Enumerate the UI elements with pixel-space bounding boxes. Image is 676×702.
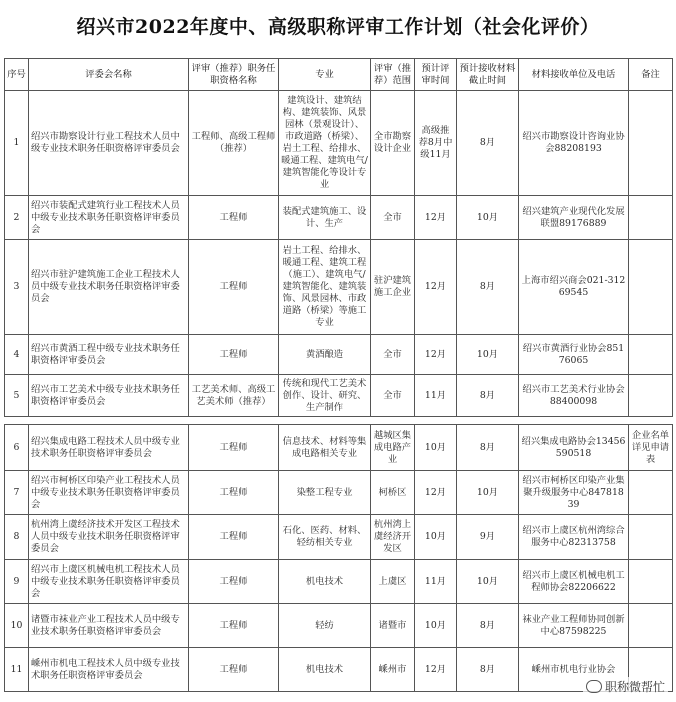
- cell-unit: 绍兴建筑产业现代化发展联盟89176889: [519, 196, 629, 240]
- header-seq: 序号: [5, 59, 29, 91]
- cell-review-time: 12月: [415, 648, 457, 692]
- cell-seq: 10: [5, 604, 29, 648]
- cell-review-time: 高级推荐8月中级11月: [415, 91, 457, 196]
- cell-deadline: 8月: [457, 425, 519, 471]
- cell-unit: 嵊州市机电行业协会: [519, 648, 629, 692]
- cell-seq: 5: [5, 375, 29, 417]
- cell-note: [629, 375, 673, 417]
- cell-unit: 绍兴市上虞区机械电机工程师协会82206622: [519, 560, 629, 604]
- cell-committee: 绍兴市黄酒工程中级专业技术职务任职资格评审委员会: [29, 335, 189, 375]
- cell-review-time: 10月: [415, 425, 457, 471]
- cell-unit: 绍兴集成电路协会13456590518: [519, 425, 629, 471]
- cell-titles: 工艺美术师、高级工艺美术师（推荐）: [189, 375, 279, 417]
- cell-seq: 11: [5, 648, 29, 692]
- cell-specialty: 染整工程专业: [279, 471, 371, 515]
- cell-specialty: 装配式建筑施工、设计、生产: [279, 196, 371, 240]
- cell-titles: 工程师: [189, 425, 279, 471]
- cell-scope: 驻沪建筑施工企业: [371, 240, 415, 335]
- document-title: 绍兴市2022年度中、高级职称评审工作计划（社会化评价）: [76, 16, 600, 38]
- cell-scope: 全市: [371, 375, 415, 417]
- table-row: [5, 648, 673, 692]
- cell-unit: 绍兴市勘察设计咨询业协会88208193: [519, 91, 629, 196]
- table-row: [5, 471, 673, 515]
- cell-review-time: 12月: [415, 240, 457, 335]
- header-review-time: 预计评审时间: [415, 59, 457, 91]
- cell-deadline: 8月: [457, 375, 519, 417]
- cell-note: 企业名单详见申请表: [629, 425, 673, 471]
- cell-committee: 诸暨市袜业产业工程技术人员中级专业技术职务任职资格评审委员会: [29, 604, 189, 648]
- cell-unit: 绍兴市黄酒行业协会85176065: [519, 335, 629, 375]
- cell-scope: 上虞区: [371, 560, 415, 604]
- cell-seq: 1: [5, 91, 29, 196]
- cell-review-time: 12月: [415, 471, 457, 515]
- cell-deadline: 9月: [457, 515, 519, 560]
- cell-titles: 工程师: [189, 604, 279, 648]
- cell-committee: 绍兴市装配式建筑行业工程技术人员中级专业技术职务任职资格评审委员会: [29, 196, 189, 240]
- cell-review-time: 11月: [415, 560, 457, 604]
- table-header-row: [5, 59, 673, 91]
- cell-specialty: 建筑设计、建筑结构、建筑装饰、风景园林（景观设计）、市政道路（桥梁）、岩土工程、给排水、暖通工程、建筑电气/建筑智能化等设计专业: [279, 91, 371, 196]
- cell-seq: 9: [5, 560, 29, 604]
- header-titles: 评审（推荐）职务任职资格名称: [189, 59, 279, 91]
- cell-deadline: 8月: [457, 91, 519, 196]
- cell-deadline: 8月: [457, 240, 519, 335]
- header-scope: 评审（推荐）范围: [371, 59, 415, 91]
- cell-scope: 全市勘察设计企业: [371, 91, 415, 196]
- header-specialty: 专业: [279, 59, 371, 91]
- cell-review-time: 12月: [415, 196, 457, 240]
- wechat-icon: [586, 680, 602, 693]
- cell-seq: 2: [5, 196, 29, 240]
- watermark-text: 职称微帮忙: [604, 680, 665, 694]
- table-row: [5, 425, 673, 471]
- cell-review-time: 10月: [415, 515, 457, 560]
- cell-review-time: 10月: [415, 604, 457, 648]
- cell-seq: 8: [5, 515, 29, 560]
- header-deadline: 预计接收材料截止时间: [457, 59, 519, 91]
- cell-unit: 上海市绍兴商会021-31269545: [519, 240, 629, 335]
- table-row: [5, 375, 673, 417]
- header-note: 备注: [629, 59, 673, 91]
- cell-titles: 工程师: [189, 648, 279, 692]
- cell-committee: 绍兴市勘察设计行业工程技术人员中级专业技术职务任职资格评审委员会: [29, 91, 189, 196]
- cell-committee: 绍兴市上虞区机械电机工程技术人员中级专业技术职务任职资格评审委员会: [29, 560, 189, 604]
- watermark: [583, 677, 668, 696]
- cell-scope: 嵊州市: [371, 648, 415, 692]
- cell-seq: 4: [5, 335, 29, 375]
- cell-scope: 诸暨市: [371, 604, 415, 648]
- cell-scope: 全市: [371, 196, 415, 240]
- cell-note: [629, 471, 673, 515]
- cell-committee: 绍兴集成电路工程技术人员中级专业技术职务任职资格评审委员会: [29, 425, 189, 471]
- cell-specialty: 岩土工程、给排水、暖通工程、建筑工程（施工）、建筑电气/建筑智能化、建筑装饰、风景园林、市政道路（桥梁）等施工专业: [279, 240, 371, 335]
- cell-titles: 工程师: [189, 471, 279, 515]
- table-row: [5, 604, 673, 648]
- header-unit: 材料接收单位及电话: [519, 59, 629, 91]
- cell-deadline: 10月: [457, 196, 519, 240]
- header-committee: 评委会名称: [29, 59, 189, 91]
- cell-specialty: 机电技术: [279, 648, 371, 692]
- cell-titles: 工程师: [189, 335, 279, 375]
- cell-seq: 7: [5, 471, 29, 515]
- cell-seq: 3: [5, 240, 29, 335]
- cell-note: [629, 240, 673, 335]
- cell-review-time: 12月: [415, 335, 457, 375]
- table-row: [5, 91, 673, 196]
- review-plan-table-part1: [4, 58, 673, 417]
- cell-note: [629, 91, 673, 196]
- cell-note: [629, 335, 673, 375]
- cell-specialty: 石化、医药、材料、轻纺相关专业: [279, 515, 371, 560]
- cell-note: [629, 604, 673, 648]
- cell-titles: 工程师: [189, 240, 279, 335]
- review-plan-table-part2: [4, 424, 673, 692]
- cell-unit: 绍兴市柯桥区印染产业集聚升级服务中心84781839: [519, 471, 629, 515]
- table-row: [5, 240, 673, 335]
- cell-note: [629, 560, 673, 604]
- cell-scope: 柯桥区: [371, 471, 415, 515]
- cell-review-time: 11月: [415, 375, 457, 417]
- cell-deadline: 8月: [457, 604, 519, 648]
- cell-committee: 绍兴市驻沪建筑施工企业工程技术人员中级专业技术职务任职资格评审委员会: [29, 240, 189, 335]
- table-row: [5, 196, 673, 240]
- cell-unit: 袜业产业工程师协同创新中心87598225: [519, 604, 629, 648]
- cell-committee: 嵊州市机电工程技术人员中级专业技术职务任职资格评审委员会: [29, 648, 189, 692]
- cell-titles: 工程师: [189, 515, 279, 560]
- cell-unit: 绍兴市上虞区杭州湾综合服务中心82313758: [519, 515, 629, 560]
- cell-scope: 越城区集成电路产业: [371, 425, 415, 471]
- cell-specialty: 信息技术、材料等集成电路相关专业: [279, 425, 371, 471]
- cell-unit: 绍兴市工艺美术行业协会88400098: [519, 375, 629, 417]
- cell-note: [629, 515, 673, 560]
- table-row: [5, 560, 673, 604]
- table-row: [5, 515, 673, 560]
- cell-scope: 杭州湾上虞经济开发区: [371, 515, 415, 560]
- cell-deadline: 10月: [457, 335, 519, 375]
- table-row: [5, 335, 673, 375]
- cell-scope: 全市: [371, 335, 415, 375]
- cell-titles: 工程师: [189, 560, 279, 604]
- cell-deadline: 10月: [457, 471, 519, 515]
- cell-committee: 绍兴市工艺美术中级专业技术职务任职资格评审委员会: [29, 375, 189, 417]
- cell-deadline: 10月: [457, 560, 519, 604]
- cell-titles: 工程师、高级工程师（推荐）: [189, 91, 279, 196]
- cell-note: [629, 196, 673, 240]
- cell-titles: 工程师: [189, 196, 279, 240]
- cell-committee: 杭州湾上虞经济技术开发区工程技术人员中级专业技术职务任职资格评审委员会: [29, 515, 189, 560]
- cell-deadline: 8月: [457, 648, 519, 692]
- cell-specialty: 传统和现代工艺美术创作、设计、研究、生产制作: [279, 375, 371, 417]
- cell-committee: 绍兴市柯桥区印染产业工程技术人员中级专业技术职务任职资格评审委员会: [29, 471, 189, 515]
- cell-specialty: 黄酒酿造: [279, 335, 371, 375]
- cell-specialty: 轻纺: [279, 604, 371, 648]
- cell-specialty: 机电技术: [279, 560, 371, 604]
- cell-seq: 6: [5, 425, 29, 471]
